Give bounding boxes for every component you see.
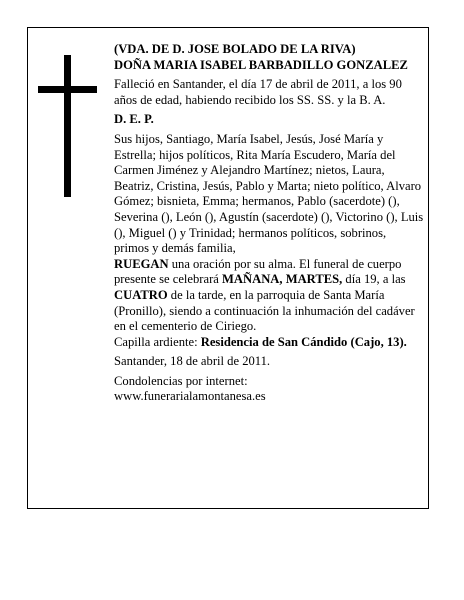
cross-icon-horizontal-bar	[38, 86, 97, 93]
website-link[interactable]: www.funerarialamontanesa.es	[114, 389, 266, 404]
cross-icon-vertical-bar	[64, 55, 71, 197]
ruegan-label: RUEGAN	[114, 256, 169, 271]
obituary-text	[114, 42, 424, 405]
funeral-day: MAÑANA, MARTES,	[222, 272, 343, 287]
funeral-request	[114, 257, 424, 335]
request-text-1: una oración por su alma. El funeral de cuerpo presente se celebrará	[114, 256, 402, 287]
request-text-2: día 19, a las	[342, 272, 406, 287]
deceased-name: DOÑA MARIA ISABEL BARBADILLO GONZALEZ	[114, 57, 408, 72]
date-line: Santander, 18 de abril de 2011.	[114, 354, 271, 369]
chapel-label: Capilla ardiente:	[114, 334, 201, 349]
request-text-3: de la tarde, en la parroquia de Santa María (Pronillo), siendo a continuación la inhumación del cadáver en el cementerio de Ciriego.	[114, 287, 415, 334]
family-list: Sus hijos, Santiago, María Isabel, Jesús, José María y Estrella; hijos políticos, Rita María Escudero, María del Carmen Jiménez y Alejandro Martínez; nietos, Laura, Beatriz, Cristina, Jesús, Pablo y Marta; nieto político, Alvaro Gómez; bisnieta, Emma; hermanos, Pablo (sacerdote) (), Severina (), León (), Agustín (sacerdote) (), Victorino (), Luis (), Miguel () y Trinidad; hermanos políticos, sobrinos, primos y demás familia,	[114, 131, 424, 256]
condolences-label: Condolencias por internet:	[114, 373, 248, 388]
funeral-time: CUATRO	[114, 287, 168, 302]
dep-line: D. E. P.	[114, 112, 154, 127]
widow-line: (VDA. DE D. JOSE BOLADO DE LA RIVA)	[114, 42, 356, 56]
death-notice: Falleció en Santander, el día 17 de abril de 2011, a los 90 años de edad, habiendo recibido los SS. SS. y la B. A.	[114, 77, 402, 107]
chapel-place: Residencia de San Cándido (Cajo, 13).	[200, 334, 407, 349]
chapel-line	[114, 335, 424, 351]
